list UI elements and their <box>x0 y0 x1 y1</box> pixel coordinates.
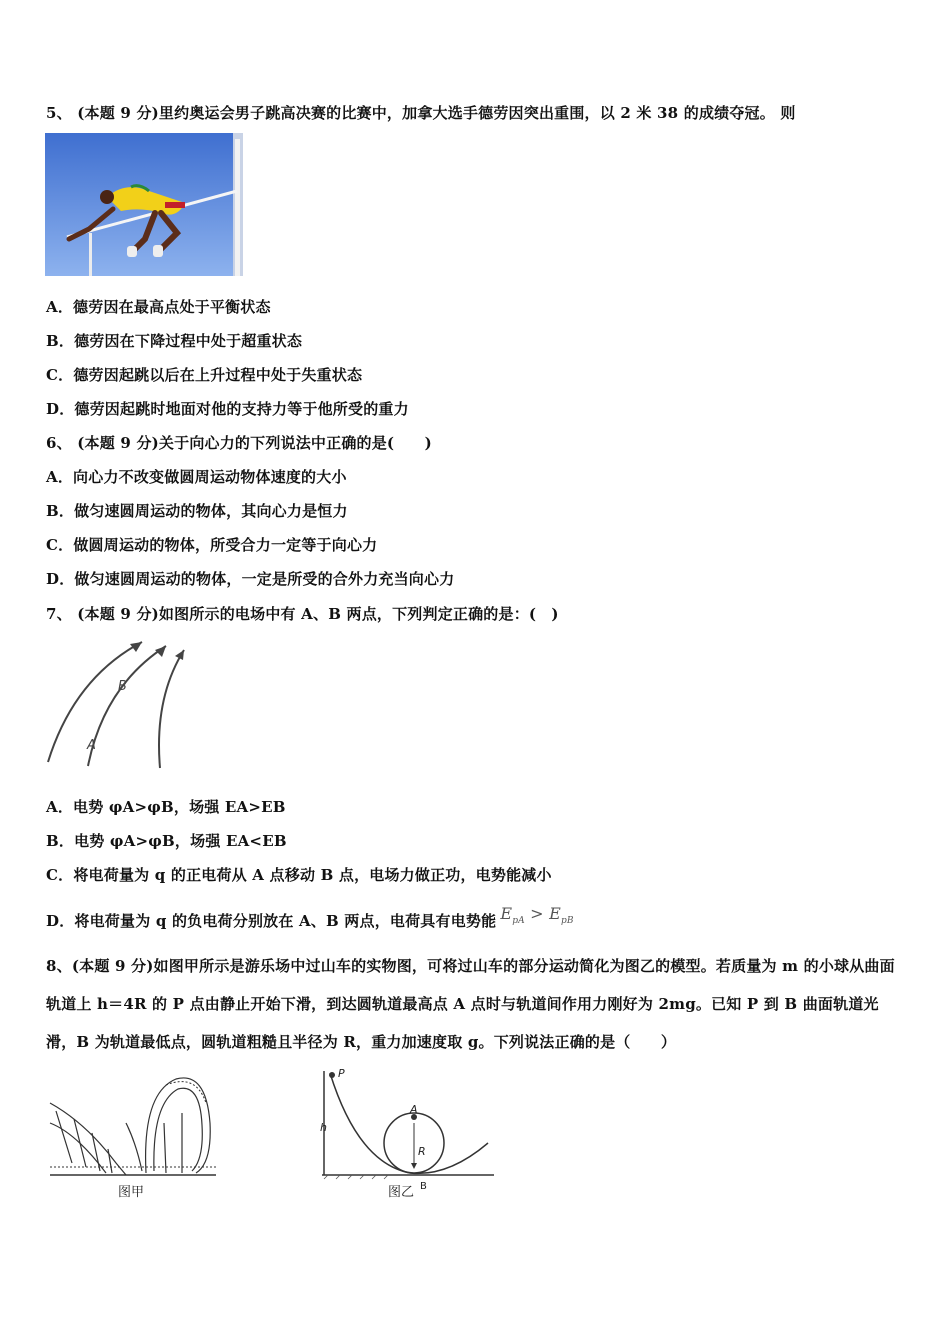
q6-option-a: A．向心力不改变做圆周运动物体速度的大小 <box>46 468 347 486</box>
q7-option-d <box>46 904 574 933</box>
slide-curve <box>330 1073 488 1173</box>
q7-option-c: C．将电荷量为 q 的正电荷从 A 点移动 B 点，电场力做正功，电势能减小 <box>46 866 552 884</box>
q5-stem: 5、 (本题 9 分)里约奥运会男子跳高决赛的比赛中，加拿大选手德劳因突出重围，以 2 米 38 的成绩夺冠。 则 <box>46 104 796 122</box>
q8-stem: 8、(本题 9 分)如图甲所示是游乐场中过山车的实物图，可将过山车的部分运动简化为图乙的模型。若质量为 m 的小球从曲面轨道上 h＝4R 的 P 点由静止开始下滑，到达圆轨道最高点 A 点时与轨道间作用力刚好为 2mg。已知 P 到 B 曲面轨道光滑，B 为轨道最低点，圆轨道粗糙且半径为 R，重力加速度取 g。下列说法正确的是（ ） <box>46 957 895 1051</box>
field-line-2 <box>88 646 166 766</box>
q6-option-b: B．做匀速圆周运动的物体，其向心力是恒力 <box>46 502 348 520</box>
q5-option-c: C．德劳因起跳以后在上升过程中处于失重状态 <box>46 366 363 384</box>
formula-e-b: E <box>549 904 561 923</box>
field-line-3 <box>159 650 184 768</box>
q7-option-b: B．电势 φA>φB，场强 EA<EB <box>46 832 287 850</box>
point-p-label: P <box>338 1067 345 1080</box>
potential-energy-formula <box>500 904 574 927</box>
electric-field-diagram <box>44 638 194 773</box>
height-label: h <box>320 1121 327 1134</box>
point-b-label: B <box>118 679 127 694</box>
q5-option-d: D．德劳因起跳时地面对他的支持力等于他所受的重力 <box>46 400 409 418</box>
q5-option-b: B．德劳因在下降过程中处于超重状态 <box>46 332 303 350</box>
roller-coaster-photo <box>46 1063 221 1203</box>
q6-option-d: D．做匀速圆周运动的物体，一定是所受的合外力充当向心力 <box>46 570 455 588</box>
q7-stem: 7、 (本题 9 分)如图所示的电场中有 A、B 两点，下列判定正确的是：( ) <box>46 605 559 623</box>
q6-stem: 6、 (本题 9 分)关于向心力的下列说法中正确的是( ) <box>46 434 432 452</box>
point-a-label: A <box>410 1103 418 1116</box>
q6-option-c: C．做圆周运动的物体，所受合力一定等于向心力 <box>46 536 378 554</box>
q7-option-a: A．电势 φA>φB，场强 EA>EB <box>46 798 286 816</box>
formula-gt: > <box>524 904 550 923</box>
track-model-diagram <box>318 1063 498 1203</box>
point-a-label: A <box>87 738 96 753</box>
arrowhead-2 <box>155 646 166 657</box>
q5-option-a: A．德劳因在最高点处于平衡状态 <box>46 298 271 316</box>
formula-sub-a: pA <box>512 916 525 927</box>
q7-option-d-text: D．将电荷量为 q 的负电荷分别放在 A、B 两点，电荷具有电势能 <box>46 912 497 930</box>
formula-sub-b: pB <box>560 916 574 927</box>
fig-a-caption: 图甲 <box>118 1185 145 1200</box>
radius-label: R <box>418 1145 426 1158</box>
formula-e-a: E <box>500 904 513 923</box>
point-b-label: B <box>420 1181 427 1192</box>
fig-b-caption: 图乙 <box>388 1185 415 1200</box>
high-jump-photo <box>45 133 243 276</box>
